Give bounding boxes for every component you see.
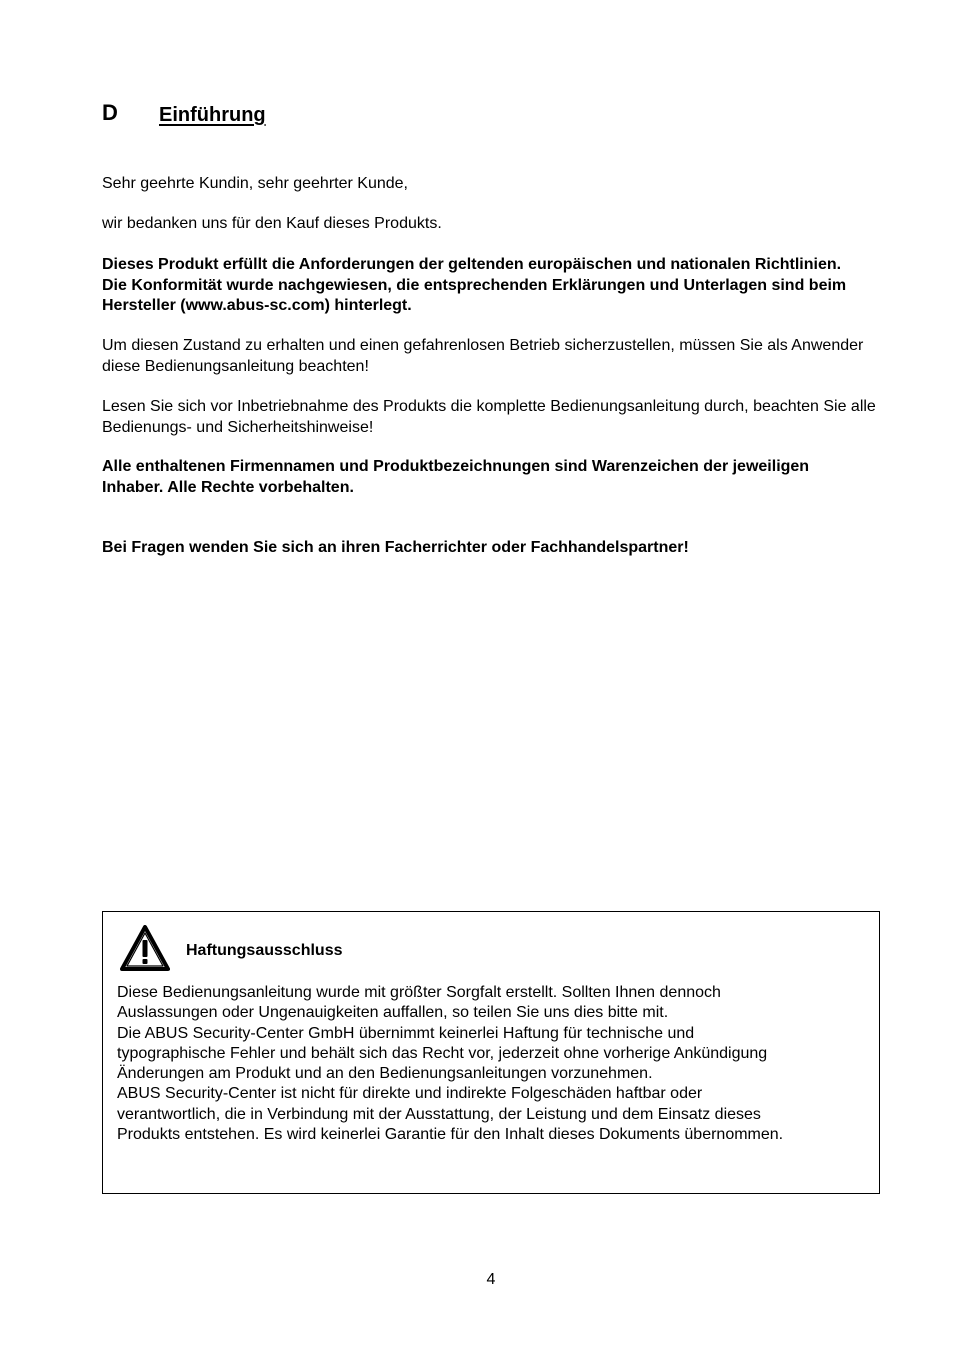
conformity-paragraph: Dieses Produkt erfüllt die Anforderungen der geltenden europäischen und nationalen Richtlinien. Die Konformität wurde nachgewiesen, die entsprechenden Erklärungen und Unterlagen sind beim Hersteller (www.abus-sc.com) hinterlegt. [102,256,847,314]
disclaimer-text [117,983,872,1145]
disclaimer-title: Haftungsausschluss [186,942,343,959]
thanks-paragraph: wir bedanken uns für den Kauf dieses Produkts. [102,215,442,232]
disclaimer-line: ABUS Security-Center ist nicht für direkte und indirekte Folgeschäden haftbar oder [117,1085,703,1103]
language-code: D [102,100,118,125]
disclaimer-line: Auslassungen oder Ungenauigkeiten auffallen, so teilen Sie uns dies bitte mit. [117,1004,669,1022]
disclaimer-line: Diese Bedienungsanleitung wurde mit größter Sorgfalt erstellt. Sollten Ihnen dennoch [117,984,721,1001]
trademarks-paragraph: Alle enthaltenen Firmennamen und Produktbezeichnungen sind Warenzeichen der jeweiligen Inhaber. Alle Rechte vorbehalten. [102,458,810,496]
disclaimer-line: Produkts entstehen. Es wird keinerlei Garantie für den Inhalt dieses Dokuments übernommen. [117,1126,784,1144]
page-number: 4 [486,1271,496,1288]
preserve-paragraph: Um diesen Zustand zu erhalten und einen gefahrenlosen Betrieb sicherzustellen, müssen Sie als Anwender diese Bedienungsanleitung beachten! [102,337,864,375]
page-title: Einführung [159,104,266,126]
disclaimer-line: Die ABUS Security-Center GmbH übernimmt keinerlei Haftung für technische und [117,1024,695,1042]
warning-triangle-icon [120,925,170,971]
greeting-paragraph: Sehr geehrte Kundin, sehr geehrter Kunde, [102,175,408,192]
disclaimer-line: verantwortlich, die in Verbindung mit der Ausstattung, der Leistung und dem Einsatz dieses [117,1105,761,1123]
read-manual-paragraph: Lesen Sie sich vor Inbetriebnahme des Produkts die komplette Bedienungsanleitung durch, beachten Sie alle Bedienungs- und Sicherheitshinweise! [102,398,876,436]
disclaimer-box [102,911,880,1194]
disclaimer-line: typographische Fehler und behält sich das Recht vor, jederzeit ohne vorherige Ankündigung [117,1044,768,1062]
questions-paragraph: Bei Fragen wenden Sie sich an ihren Facherrichter oder Fachhandelspartner! [102,539,689,556]
disclaimer-line: Änderungen am Produkt und an den Bedienungsanleitungen vorzunehmen. [117,1065,653,1083]
